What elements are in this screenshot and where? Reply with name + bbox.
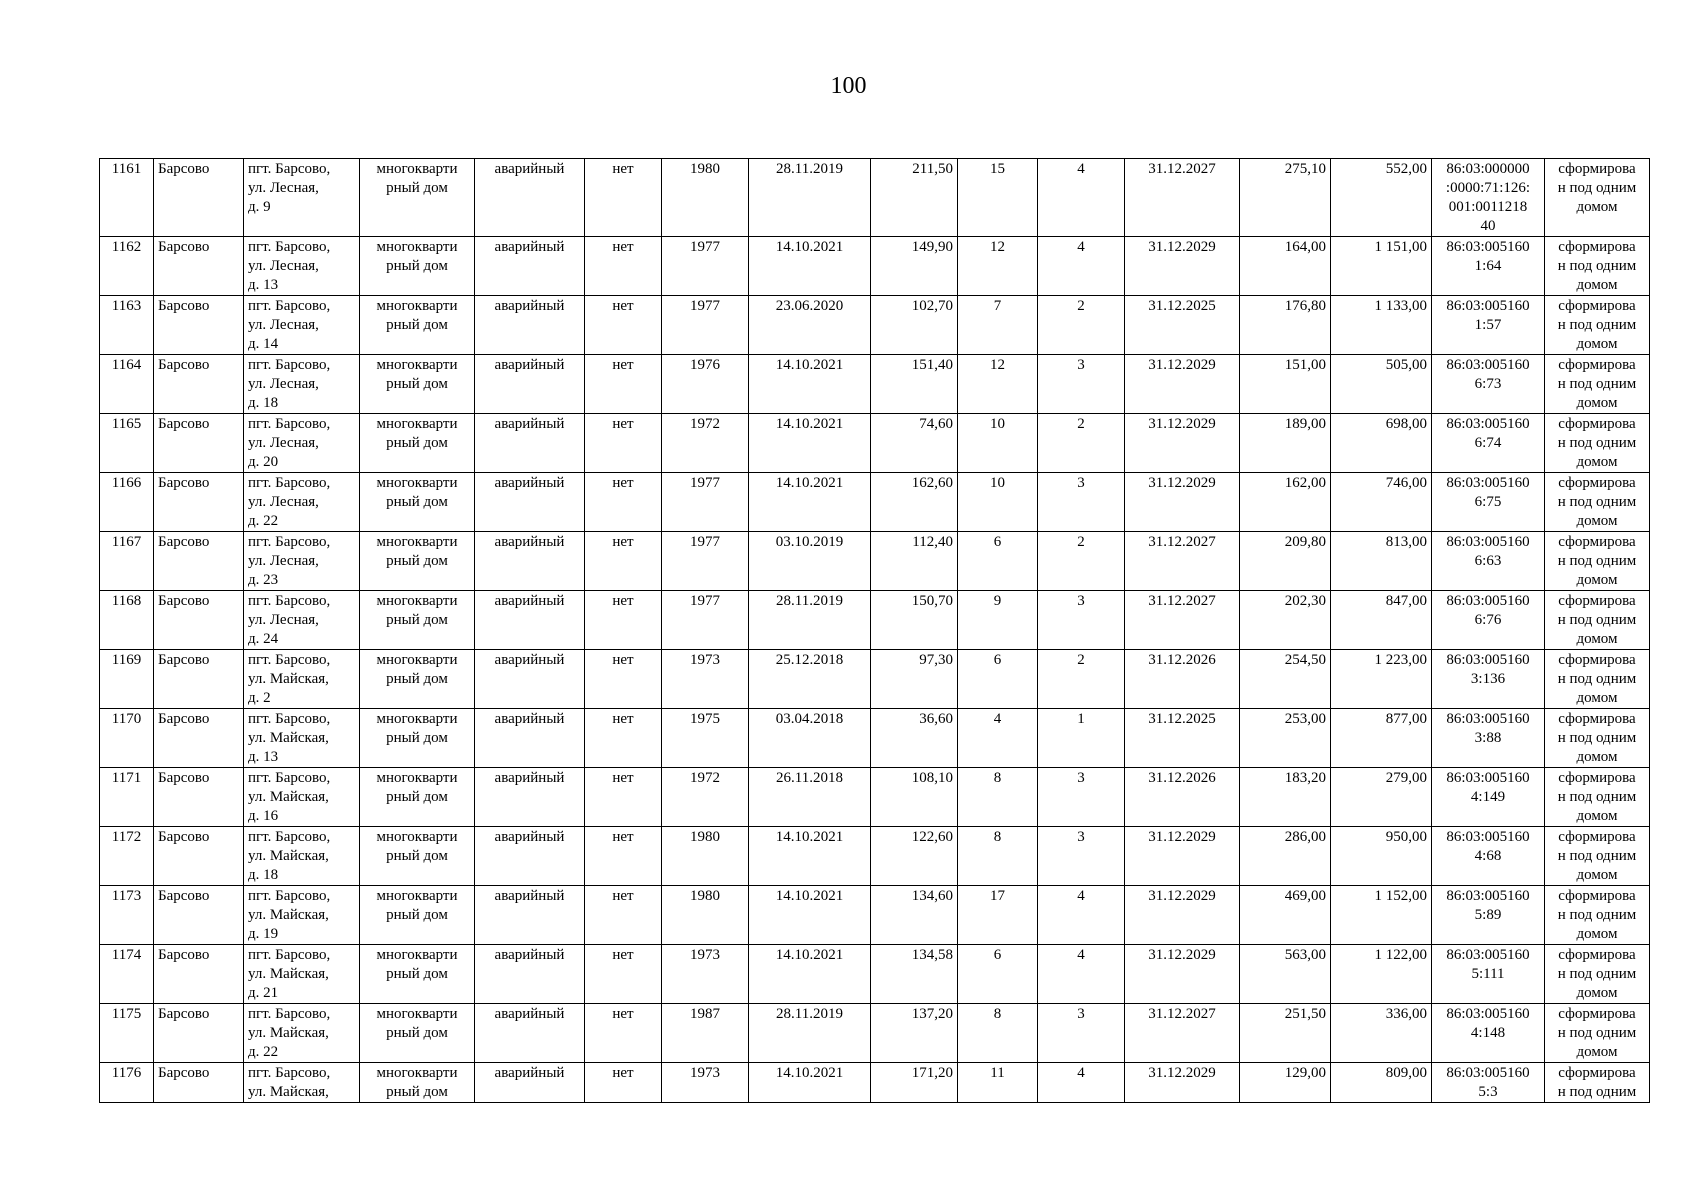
row-number-cell: 1169 (100, 650, 154, 709)
residents-cell: 12 (958, 237, 1038, 296)
land-plot-cell: сформирова н под одним домом (1545, 473, 1650, 532)
flag-cell: нет (585, 768, 662, 827)
value-1-cell: 286,00 (1240, 827, 1331, 886)
build-year-cell: 1977 (662, 591, 749, 650)
rooms-cell: 2 (1038, 414, 1125, 473)
cadastral-number-cell: 86:03:005160 6:76 (1432, 591, 1545, 650)
address-cell: пгт. Барсово, ул. Майская, д. 22 (244, 1004, 360, 1063)
value-1-cell: 253,00 (1240, 709, 1331, 768)
value-2-cell: 813,00 (1331, 532, 1432, 591)
deadline-cell: 31.12.2025 (1125, 709, 1240, 768)
flag-cell: нет (585, 1063, 662, 1103)
build-year-cell: 1977 (662, 473, 749, 532)
land-plot-cell: сформирова н под одним домом (1545, 1004, 1650, 1063)
land-plot-cell: сформирова н под одним домом (1545, 159, 1650, 237)
condition-status-cell: аварийный (475, 237, 585, 296)
condition-status-cell: аварийный (475, 945, 585, 1004)
value-1-cell: 254,50 (1240, 650, 1331, 709)
value-1-cell: 209,80 (1240, 532, 1331, 591)
row-number-cell: 1176 (100, 1063, 154, 1103)
table-row (100, 296, 1650, 355)
cadastral-number-cell: 86:03:005160 4:68 (1432, 827, 1545, 886)
settlement-cell: Барсово (154, 532, 244, 591)
value-2-cell: 698,00 (1331, 414, 1432, 473)
cadastral-number-cell: 86:03:005160 5:111 (1432, 945, 1545, 1004)
building-type-cell: многокварти рный дом (360, 1063, 475, 1103)
area-cell: 102,70 (871, 296, 958, 355)
table-row (100, 709, 1650, 768)
rooms-cell: 2 (1038, 532, 1125, 591)
area-cell: 74,60 (871, 414, 958, 473)
area-cell: 149,90 (871, 237, 958, 296)
table-row (100, 1004, 1650, 1063)
building-type-cell: многокварти рный дом (360, 473, 475, 532)
rooms-cell: 4 (1038, 1063, 1125, 1103)
value-1-cell: 251,50 (1240, 1004, 1331, 1063)
land-plot-cell: сформирова н под одним домом (1545, 650, 1650, 709)
rooms-cell: 3 (1038, 827, 1125, 886)
area-cell: 134,60 (871, 886, 958, 945)
rooms-cell: 3 (1038, 591, 1125, 650)
area-cell: 97,30 (871, 650, 958, 709)
build-year-cell: 1980 (662, 159, 749, 237)
table-row (100, 532, 1650, 591)
building-type-cell: многокварти рный дом (360, 827, 475, 886)
condition-status-cell: аварийный (475, 650, 585, 709)
condition-status-cell: аварийный (475, 1004, 585, 1063)
settlement-cell: Барсово (154, 709, 244, 768)
recognition-date-cell: 03.04.2018 (749, 709, 871, 768)
table-row (100, 886, 1650, 945)
area-cell: 36,60 (871, 709, 958, 768)
address-cell: пгт. Барсово, ул. Майская, д. 21 (244, 945, 360, 1004)
rooms-cell: 3 (1038, 355, 1125, 414)
land-plot-cell: сформирова н под одним домом (1545, 709, 1650, 768)
rooms-cell: 4 (1038, 945, 1125, 1004)
build-year-cell: 1972 (662, 768, 749, 827)
building-type-cell: многокварти рный дом (360, 355, 475, 414)
building-type-cell: многокварти рный дом (360, 768, 475, 827)
residents-cell: 6 (958, 650, 1038, 709)
area-cell: 151,40 (871, 355, 958, 414)
build-year-cell: 1987 (662, 1004, 749, 1063)
residents-cell: 15 (958, 159, 1038, 237)
value-2-cell: 1 152,00 (1331, 886, 1432, 945)
table-row (100, 591, 1650, 650)
build-year-cell: 1973 (662, 1063, 749, 1103)
flag-cell: нет (585, 159, 662, 237)
row-number-cell: 1164 (100, 355, 154, 414)
address-cell: пгт. Барсово, ул. Майская, д. 13 (244, 709, 360, 768)
settlement-cell: Барсово (154, 473, 244, 532)
rooms-cell: 2 (1038, 296, 1125, 355)
address-cell: пгт. Барсово, ул. Лесная, д. 9 (244, 159, 360, 237)
residents-cell: 6 (958, 945, 1038, 1004)
cadastral-number-cell: 86:03:005160 1:64 (1432, 237, 1545, 296)
table-row (100, 414, 1650, 473)
cadastral-number-cell: 86:03:005160 6:74 (1432, 414, 1545, 473)
settlement-cell: Барсово (154, 591, 244, 650)
row-number-cell: 1168 (100, 591, 154, 650)
condition-status-cell: аварийный (475, 159, 585, 237)
table-row (100, 945, 1650, 1004)
recognition-date-cell: 23.06.2020 (749, 296, 871, 355)
row-number-cell: 1163 (100, 296, 154, 355)
area-cell: 122,60 (871, 827, 958, 886)
building-type-cell: многокварти рный дом (360, 237, 475, 296)
flag-cell: нет (585, 532, 662, 591)
address-cell: пгт. Барсово, ул. Майская, д. 19 (244, 886, 360, 945)
table-row (100, 355, 1650, 414)
rooms-cell: 3 (1038, 473, 1125, 532)
table-row (100, 159, 1650, 237)
table-body (100, 159, 1650, 1103)
deadline-cell: 31.12.2029 (1125, 1063, 1240, 1103)
flag-cell: нет (585, 355, 662, 414)
recognition-date-cell: 26.11.2018 (749, 768, 871, 827)
residents-cell: 8 (958, 827, 1038, 886)
address-cell: пгт. Барсово, ул. Майская, д. 2 (244, 650, 360, 709)
value-2-cell: 746,00 (1331, 473, 1432, 532)
value-2-cell: 950,00 (1331, 827, 1432, 886)
recognition-date-cell: 14.10.2021 (749, 886, 871, 945)
condition-status-cell: аварийный (475, 296, 585, 355)
row-number-cell: 1172 (100, 827, 154, 886)
residents-cell: 10 (958, 473, 1038, 532)
build-year-cell: 1976 (662, 355, 749, 414)
row-number-cell: 1167 (100, 532, 154, 591)
rooms-cell: 4 (1038, 159, 1125, 237)
build-year-cell: 1977 (662, 237, 749, 296)
deadline-cell: 31.12.2027 (1125, 1004, 1240, 1063)
land-plot-cell: сформирова н под одним домом (1545, 945, 1650, 1004)
address-cell: пгт. Барсово, ул. Лесная, д. 23 (244, 532, 360, 591)
build-year-cell: 1975 (662, 709, 749, 768)
recognition-date-cell: 28.11.2019 (749, 591, 871, 650)
deadline-cell: 31.12.2029 (1125, 355, 1240, 414)
flag-cell: нет (585, 945, 662, 1004)
page-number: 100 (830, 73, 867, 99)
table-row (100, 237, 1650, 296)
recognition-date-cell: 14.10.2021 (749, 414, 871, 473)
building-type-cell: многокварти рный дом (360, 414, 475, 473)
area-cell: 112,40 (871, 532, 958, 591)
recognition-date-cell: 14.10.2021 (749, 827, 871, 886)
recognition-date-cell: 14.10.2021 (749, 473, 871, 532)
housing-registry-table (99, 158, 1650, 1103)
condition-status-cell: аварийный (475, 355, 585, 414)
condition-status-cell: аварийный (475, 473, 585, 532)
recognition-date-cell: 25.12.2018 (749, 650, 871, 709)
deadline-cell: 31.12.2029 (1125, 473, 1240, 532)
recognition-date-cell: 14.10.2021 (749, 1063, 871, 1103)
row-number-cell: 1174 (100, 945, 154, 1004)
area-cell: 108,10 (871, 768, 958, 827)
value-1-cell: 189,00 (1240, 414, 1331, 473)
recognition-date-cell: 03.10.2019 (749, 532, 871, 591)
recognition-date-cell: 14.10.2021 (749, 355, 871, 414)
value-2-cell: 1 223,00 (1331, 650, 1432, 709)
build-year-cell: 1977 (662, 532, 749, 591)
deadline-cell: 31.12.2029 (1125, 945, 1240, 1004)
residents-cell: 8 (958, 768, 1038, 827)
value-1-cell: 151,00 (1240, 355, 1331, 414)
residents-cell: 10 (958, 414, 1038, 473)
building-type-cell: многокварти рный дом (360, 1004, 475, 1063)
build-year-cell: 1977 (662, 296, 749, 355)
rooms-cell: 4 (1038, 237, 1125, 296)
cadastral-number-cell: 86:03:005160 1:57 (1432, 296, 1545, 355)
condition-status-cell: аварийный (475, 709, 585, 768)
rooms-cell: 1 (1038, 709, 1125, 768)
row-number-cell: 1175 (100, 1004, 154, 1063)
flag-cell: нет (585, 886, 662, 945)
condition-status-cell: аварийный (475, 591, 585, 650)
build-year-cell: 1980 (662, 827, 749, 886)
recognition-date-cell: 14.10.2021 (749, 237, 871, 296)
build-year-cell: 1980 (662, 886, 749, 945)
settlement-cell: Барсово (154, 1063, 244, 1103)
area-cell: 211,50 (871, 159, 958, 237)
settlement-cell: Барсово (154, 1004, 244, 1063)
cadastral-number-cell: 86:03:005160 6:63 (1432, 532, 1545, 591)
residents-cell: 12 (958, 355, 1038, 414)
building-type-cell: многокварти рный дом (360, 159, 475, 237)
residents-cell: 4 (958, 709, 1038, 768)
address-cell: пгт. Барсово, ул. Лесная, д. 14 (244, 296, 360, 355)
settlement-cell: Барсово (154, 768, 244, 827)
deadline-cell: 31.12.2026 (1125, 768, 1240, 827)
building-type-cell: многокварти рный дом (360, 591, 475, 650)
cadastral-number-cell: 86:03:000000 :0000:71:126: 001:0011218 40 (1432, 159, 1545, 237)
table-row (100, 473, 1650, 532)
value-2-cell: 1 133,00 (1331, 296, 1432, 355)
recognition-date-cell: 28.11.2019 (749, 159, 871, 237)
building-type-cell: многокварти рный дом (360, 650, 475, 709)
deadline-cell: 31.12.2025 (1125, 296, 1240, 355)
value-1-cell: 202,30 (1240, 591, 1331, 650)
address-cell: пгт. Барсово, ул. Лесная, д. 18 (244, 355, 360, 414)
land-plot-cell: сформирова н под одним домом (1545, 886, 1650, 945)
row-number-cell: 1166 (100, 473, 154, 532)
area-cell: 137,20 (871, 1004, 958, 1063)
flag-cell: нет (585, 709, 662, 768)
table-row (100, 768, 1650, 827)
address-cell: пгт. Барсово, ул. Лесная, д. 13 (244, 237, 360, 296)
cadastral-number-cell: 86:03:005160 6:73 (1432, 355, 1545, 414)
deadline-cell: 31.12.2027 (1125, 532, 1240, 591)
value-2-cell: 279,00 (1331, 768, 1432, 827)
value-2-cell: 505,00 (1331, 355, 1432, 414)
land-plot-cell: сформирова н под одним домом (1545, 768, 1650, 827)
address-cell: пгт. Барсово, ул. Лесная, д. 20 (244, 414, 360, 473)
address-cell: пгт. Барсово, ул. Майская, д. 16 (244, 768, 360, 827)
value-2-cell: 877,00 (1331, 709, 1432, 768)
condition-status-cell: аварийный (475, 1063, 585, 1103)
flag-cell: нет (585, 827, 662, 886)
land-plot-cell: сформирова н под одним домом (1545, 591, 1650, 650)
cadastral-number-cell: 86:03:005160 5:89 (1432, 886, 1545, 945)
residents-cell: 9 (958, 591, 1038, 650)
value-1-cell: 162,00 (1240, 473, 1331, 532)
value-1-cell: 176,80 (1240, 296, 1331, 355)
land-plot-cell: сформирова н под одним домом (1545, 414, 1650, 473)
deadline-cell: 31.12.2029 (1125, 827, 1240, 886)
residents-cell: 11 (958, 1063, 1038, 1103)
building-type-cell: многокварти рный дом (360, 532, 475, 591)
condition-status-cell: аварийный (475, 414, 585, 473)
land-plot-cell: сформирова н под одним домом (1545, 532, 1650, 591)
table-row (100, 650, 1650, 709)
land-plot-cell: сформирова н под одним (1545, 1063, 1650, 1103)
value-1-cell: 183,20 (1240, 768, 1331, 827)
rooms-cell: 4 (1038, 886, 1125, 945)
settlement-cell: Барсово (154, 886, 244, 945)
row-number-cell: 1162 (100, 237, 154, 296)
settlement-cell: Барсово (154, 355, 244, 414)
rooms-cell: 3 (1038, 768, 1125, 827)
value-1-cell: 129,00 (1240, 1063, 1331, 1103)
flag-cell: нет (585, 414, 662, 473)
building-type-cell: многокварти рный дом (360, 709, 475, 768)
settlement-cell: Барсово (154, 414, 244, 473)
cadastral-number-cell: 86:03:005160 4:148 (1432, 1004, 1545, 1063)
cadastral-number-cell: 86:03:005160 3:136 (1432, 650, 1545, 709)
condition-status-cell: аварийный (475, 886, 585, 945)
row-number-cell: 1173 (100, 886, 154, 945)
land-plot-cell: сформирова н под одним домом (1545, 827, 1650, 886)
flag-cell: нет (585, 237, 662, 296)
cadastral-number-cell: 86:03:005160 6:75 (1432, 473, 1545, 532)
row-number-cell: 1171 (100, 768, 154, 827)
recognition-date-cell: 28.11.2019 (749, 1004, 871, 1063)
value-2-cell: 336,00 (1331, 1004, 1432, 1063)
value-2-cell: 809,00 (1331, 1063, 1432, 1103)
area-cell: 150,70 (871, 591, 958, 650)
settlement-cell: Барсово (154, 827, 244, 886)
settlement-cell: Барсово (154, 945, 244, 1004)
condition-status-cell: аварийный (475, 768, 585, 827)
build-year-cell: 1973 (662, 945, 749, 1004)
value-2-cell: 1 122,00 (1331, 945, 1432, 1004)
deadline-cell: 31.12.2029 (1125, 886, 1240, 945)
condition-status-cell: аварийный (475, 532, 585, 591)
address-cell: пгт. Барсово, ул. Майская, (244, 1063, 360, 1103)
cadastral-number-cell: 86:03:005160 4:149 (1432, 768, 1545, 827)
deadline-cell: 31.12.2029 (1125, 414, 1240, 473)
settlement-cell: Барсово (154, 159, 244, 237)
value-1-cell: 164,00 (1240, 237, 1331, 296)
value-2-cell: 847,00 (1331, 591, 1432, 650)
condition-status-cell: аварийный (475, 827, 585, 886)
residents-cell: 6 (958, 532, 1038, 591)
residents-cell: 7 (958, 296, 1038, 355)
value-1-cell: 563,00 (1240, 945, 1331, 1004)
land-plot-cell: сформирова н под одним домом (1545, 237, 1650, 296)
value-1-cell: 275,10 (1240, 159, 1331, 237)
building-type-cell: многокварти рный дом (360, 296, 475, 355)
value-2-cell: 1 151,00 (1331, 237, 1432, 296)
value-2-cell: 552,00 (1331, 159, 1432, 237)
address-cell: пгт. Барсово, ул. Лесная, д. 24 (244, 591, 360, 650)
table-row (100, 827, 1650, 886)
land-plot-cell: сформирова н под одним домом (1545, 355, 1650, 414)
build-year-cell: 1972 (662, 414, 749, 473)
residents-cell: 8 (958, 1004, 1038, 1063)
flag-cell: нет (585, 591, 662, 650)
flag-cell: нет (585, 650, 662, 709)
rooms-cell: 2 (1038, 650, 1125, 709)
settlement-cell: Барсово (154, 650, 244, 709)
area-cell: 134,58 (871, 945, 958, 1004)
rooms-cell: 3 (1038, 1004, 1125, 1063)
deadline-cell: 31.12.2029 (1125, 237, 1240, 296)
flag-cell: нет (585, 296, 662, 355)
land-plot-cell: сформирова н под одним домом (1545, 296, 1650, 355)
address-cell: пгт. Барсово, ул. Лесная, д. 22 (244, 473, 360, 532)
deadline-cell: 31.12.2026 (1125, 650, 1240, 709)
flag-cell: нет (585, 473, 662, 532)
building-type-cell: многокварти рный дом (360, 945, 475, 1004)
recognition-date-cell: 14.10.2021 (749, 945, 871, 1004)
deadline-cell: 31.12.2027 (1125, 159, 1240, 237)
residents-cell: 17 (958, 886, 1038, 945)
value-1-cell: 469,00 (1240, 886, 1331, 945)
address-cell: пгт. Барсово, ул. Майская, д. 18 (244, 827, 360, 886)
area-cell: 162,60 (871, 473, 958, 532)
flag-cell: нет (585, 1004, 662, 1063)
building-type-cell: многокварти рный дом (360, 886, 475, 945)
cadastral-number-cell: 86:03:005160 3:88 (1432, 709, 1545, 768)
row-number-cell: 1161 (100, 159, 154, 237)
row-number-cell: 1165 (100, 414, 154, 473)
build-year-cell: 1973 (662, 650, 749, 709)
settlement-cell: Барсово (154, 237, 244, 296)
cadastral-number-cell: 86:03:005160 5:3 (1432, 1063, 1545, 1103)
area-cell: 171,20 (871, 1063, 958, 1103)
settlement-cell: Барсово (154, 296, 244, 355)
row-number-cell: 1170 (100, 709, 154, 768)
deadline-cell: 31.12.2027 (1125, 591, 1240, 650)
table-row (100, 1063, 1650, 1103)
